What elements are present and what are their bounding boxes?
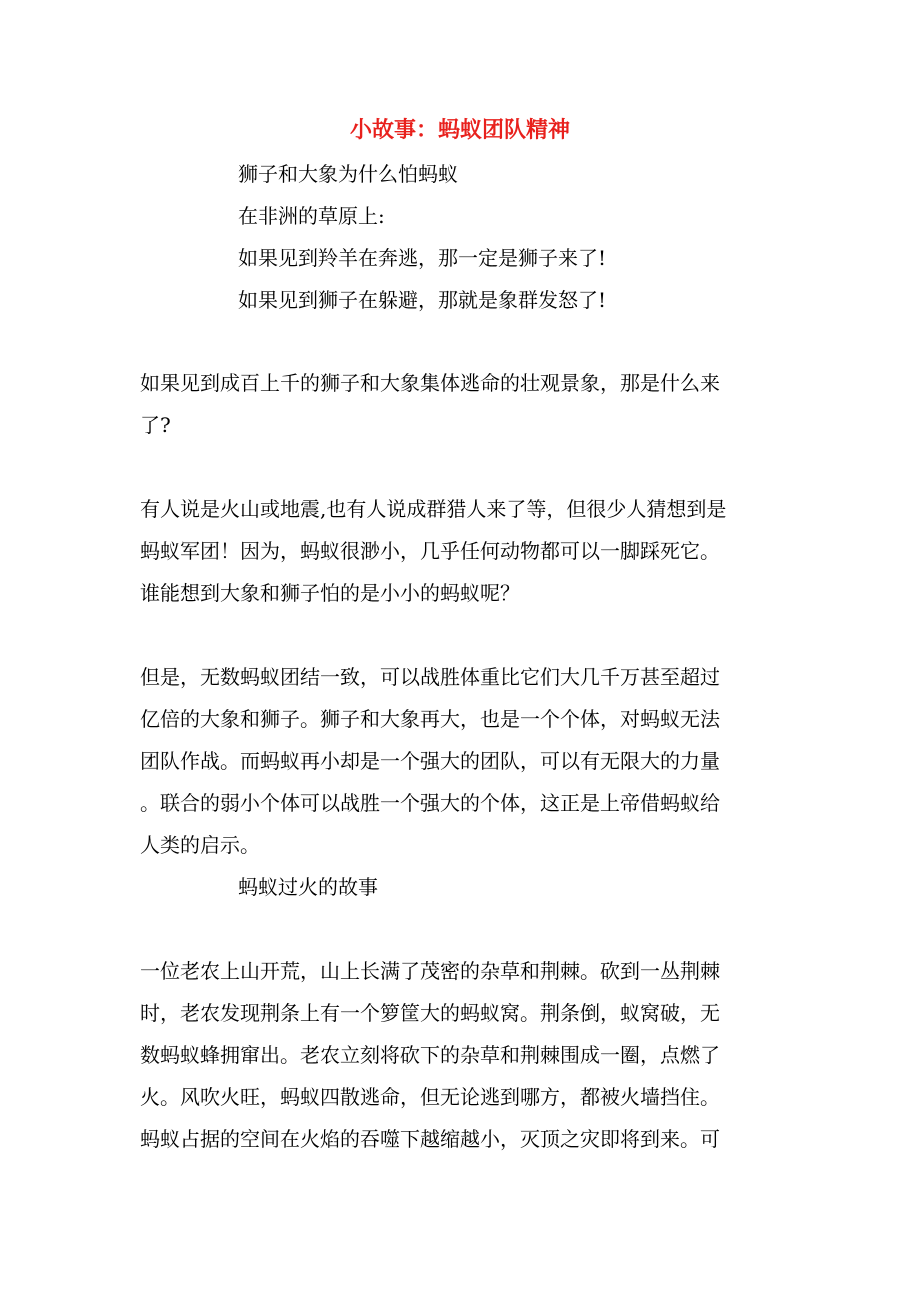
poem-line: 如果见到狮子在躲避，那就是象群发怒了!: [238, 288, 607, 312]
poem-line: 在非洲的草原上:: [238, 204, 385, 228]
paragraph-line: 有人说是火山或地震,也有人说成群猎人来了等，但很少人猜想到是: [140, 497, 727, 521]
poem-line: 如果见到羚羊在奔逃，那一定是狮子来了!: [238, 246, 607, 270]
paragraph-line: 谁能想到大象和狮子怕的是小小的蚂蚁呢？: [140, 581, 520, 605]
paragraph-line: 团队作战。而蚂蚁再小却是一个强大的团队，可以有无限大的力量: [140, 749, 720, 773]
paragraph-line: 时，老农发现荆条上有一个箩筐大的蚂蚁窝。荆条倒，蚁窝破，无: [140, 1001, 720, 1025]
paragraph-line: 。联合的弱小个体可以战胜一个强大的个体，这正是上帝借蚂蚁给: [140, 791, 720, 815]
paragraph-line: 蚂蚁军团！因为，蚂蚁很渺小，几乎任何动物都可以一脚踩死它。: [140, 539, 720, 563]
paragraph-line: 如果见到成百上千的狮子和大象集体逃命的壮观景象，那是什么来: [140, 371, 720, 395]
section-subtitle: 蚂蚁过火的故事: [238, 875, 378, 899]
paragraph-line: 蚂蚁占据的空间在火焰的吞噬下越缩越小，灭顶之灾即将到来。可: [140, 1127, 720, 1151]
paragraph-line: 亿倍的大象和狮子。狮子和大象再大，也是一个个体，对蚂蚁无法: [140, 707, 720, 731]
document-title: 小故事：蚂蚁团队精神: [349, 117, 570, 143]
paragraph-line: 但是，无数蚂蚁团结一致，可以战胜体重比它们大几千万甚至超过: [140, 665, 720, 689]
paragraph-line: 数蚂蚁蜂拥窜出。老农立刻将砍下的杂草和荆棘围成一圈，点燃了: [140, 1043, 720, 1067]
paragraph-line: 火。风吹火旺，蚂蚁四散逃命，但无论逃到哪方，都被火墙挡住。: [140, 1085, 720, 1109]
paragraph-line: 人类的启示。: [140, 833, 260, 857]
paragraph-line: 了?: [140, 413, 171, 437]
poem-line: 狮子和大象为什么怕蚂蚁: [238, 162, 458, 186]
paragraph-line: 一位老农上山开荒，山上长满了茂密的杂草和荆棘。砍到一丛荆棘: [140, 959, 720, 983]
